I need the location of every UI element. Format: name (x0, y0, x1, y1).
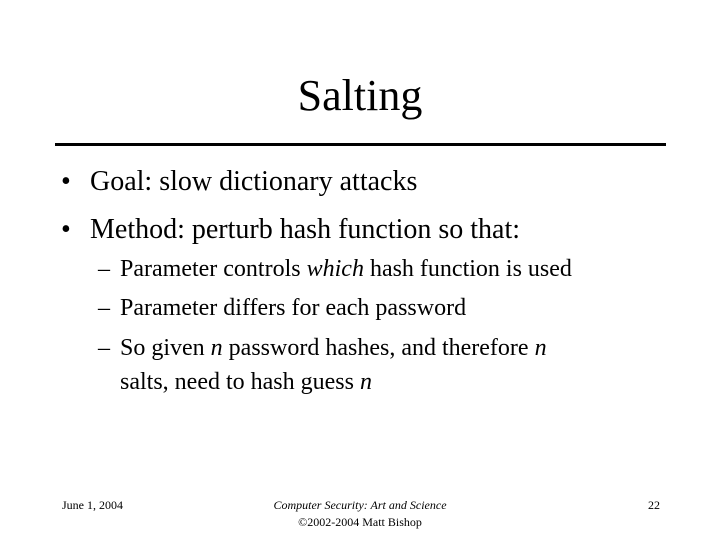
bullet-marker: • (61, 166, 71, 197)
subbullet-marker: – (98, 335, 110, 361)
subbullet-text-pre: So given (120, 335, 211, 361)
subbullet-text-em2: n (534, 335, 547, 361)
footer-book-title: Computer Security: Art and Science (273, 498, 447, 512)
subbullet-parameter-controls (98, 255, 572, 283)
title-underline (55, 143, 666, 146)
bullet-text: Goal: slow dictionary attacks (90, 166, 418, 197)
bullet-method (61, 213, 520, 247)
subbullet-continuation (120, 368, 372, 396)
subbullet-marker: – (98, 295, 110, 321)
subbullet-cont-pre: salts, need to hash guess (120, 369, 360, 395)
bullet-goal (61, 165, 417, 199)
subbullet-text-post: hash function is used (363, 256, 572, 282)
subbullet-marker: – (98, 256, 110, 282)
footer-page-number: 22 (648, 498, 660, 512)
bullet-text: Method: perturb hash function so that: (90, 214, 521, 245)
slide-title: Salting (297, 71, 423, 120)
subbullet-text-mid: password hashes, and therefore (222, 335, 535, 361)
subbullet-text-pre: Parameter controls (120, 256, 307, 282)
footer-copyright: ©2002-2004 Matt Bishop (298, 515, 422, 529)
subbullet-text: Parameter differs for each password (120, 295, 467, 321)
bullet-marker: • (61, 214, 71, 245)
subbullet-so-given (98, 334, 547, 362)
subbullet-cont-em: n (359, 369, 372, 395)
subbullet-text-em: which (306, 256, 364, 282)
subbullet-text-em: n (210, 335, 223, 361)
subbullet-parameter-differs (98, 294, 466, 322)
footer-date: June 1, 2004 (62, 498, 123, 512)
footer-center (0, 497, 720, 530)
